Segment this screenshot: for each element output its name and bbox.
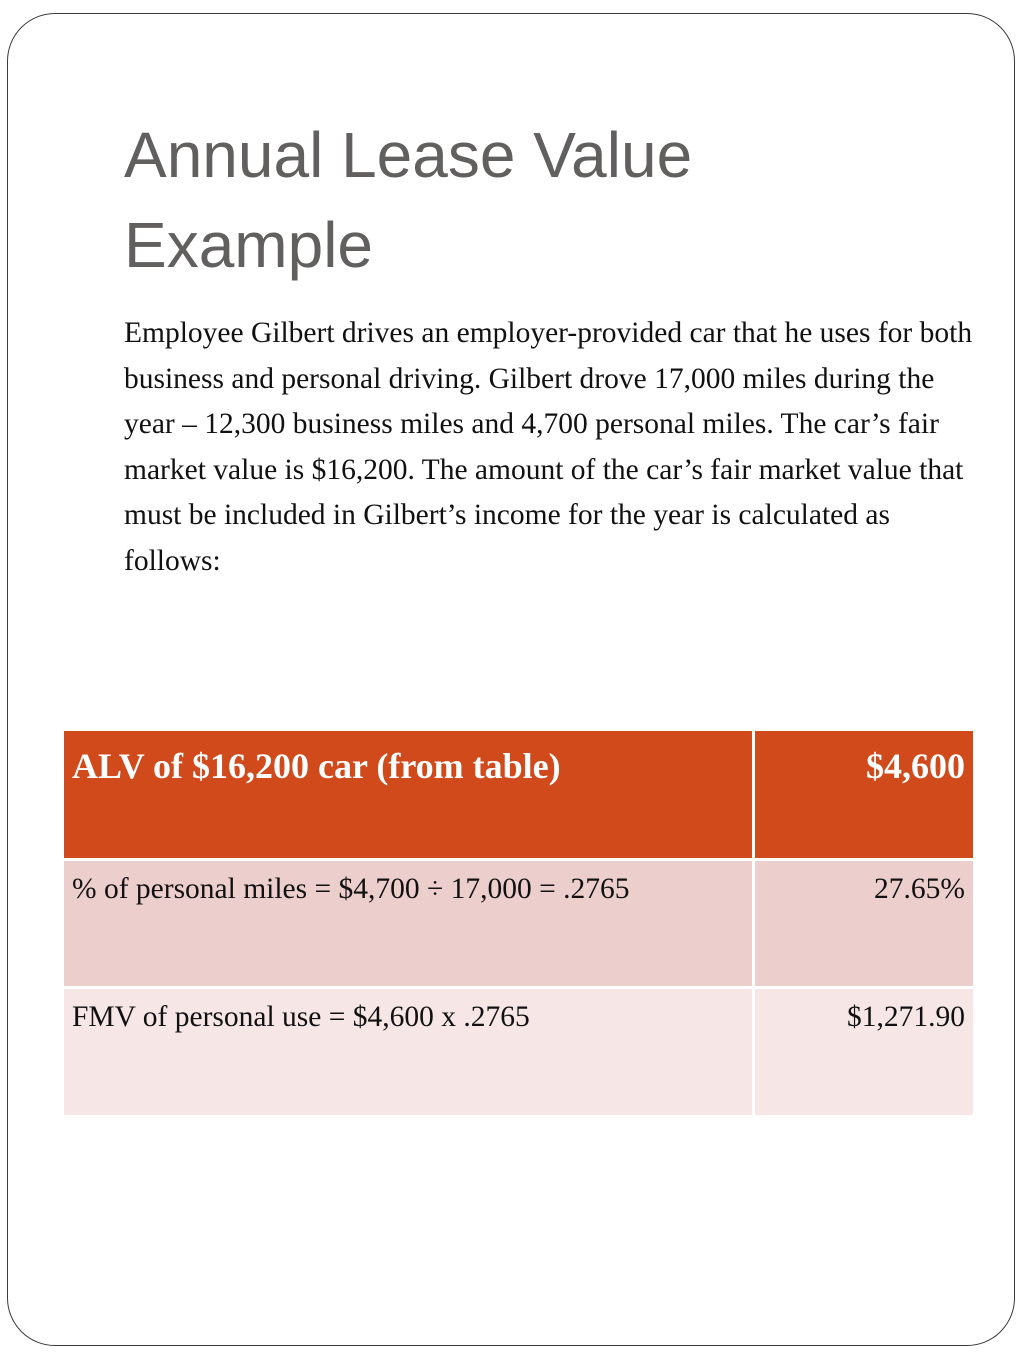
row-label-cell: FMV of personal use = $4,600 x .2765 [64, 987, 753, 1115]
slide-title: Annual Lease Value Example [124, 119, 693, 281]
header-value-cell: $4,600 [753, 731, 973, 859]
slide-body-text: Employee Gilbert drives an employer-provided car that he uses for both business and personal driving. Gilbert drove 17,000 miles during the year – 12,300 business miles and 4,700 personal miles. The car’s fair market value is $16,200. The amount of the car’s fair market value that must be included in Gilbert’s income for the year is calculated as follows: [124, 317, 973, 577]
row-label-cell: % of personal miles = $4,700 ÷ 17,000 = .2765 [64, 859, 753, 987]
header-label-cell: ALV of $16,200 car (from table) [64, 731, 753, 859]
table-row [64, 987, 973, 1115]
slide [7, 13, 1015, 1346]
table-header-row [64, 731, 973, 859]
alv-calculation-table [64, 731, 973, 1115]
row-value-cell: 27.65% [753, 859, 973, 987]
table-row [64, 859, 973, 987]
row-value-cell: $1,271.90 [753, 987, 973, 1115]
